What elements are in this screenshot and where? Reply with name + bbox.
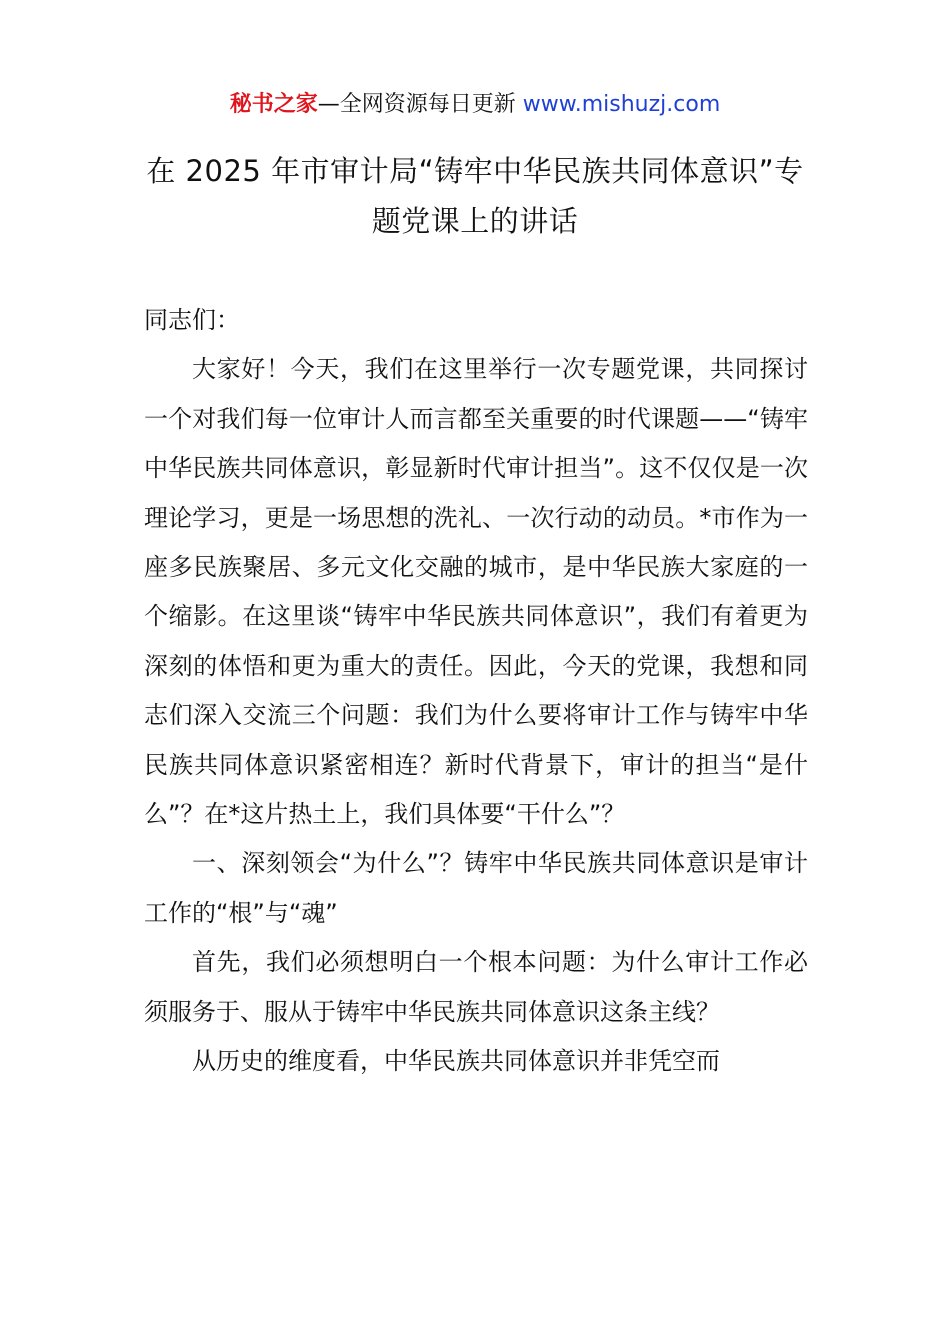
paragraph-question: 首先，我们必须想明白一个根本问题：为什么审计工作必须服务于、服从于铸牢中华民族共同体意识这条主线？ bbox=[144, 948, 808, 1026]
document-title: 在 2025 年市审计局“铸牢中华民族共同体意识”专题党课上的讲话 bbox=[146, 154, 804, 238]
paragraph-intro: 大家好！今天，我们在这里举行一次专题党课，共同探讨一个对我们每一位审计人而言都至关重要的时代课题——“铸牢中华民族共同体意识，彰显新时代审计担当”。这不仅仅是一次理论学习，更是一场思想的洗礼、一次行动的动员。*市作为一座多民族聚居、多元文化交融的城市，是中华民族大家庭的一个缩影。在这里谈“铸牢中华民族共同体意识”，我们有着更为深刻的体悟和更为重大的责任。因此，今天的党课，我想和同志们深入交流三个问题：我们为什么要将审计工作与铸牢中华民族共同体意识紧密相连？新时代背景下，审计的担当“是什么”？在*这片热土上，我们具体要“干什么”？ bbox=[144, 355, 808, 829]
salutation: 同志们： bbox=[144, 306, 240, 334]
document-body bbox=[144, 296, 808, 1087]
paragraph-history: 从历史的维度看，中华民族共同体意识并非凭空而 bbox=[192, 1047, 720, 1076]
section-heading-1: 一、深刻领会“为什么”？铸牢中华民族共同体意识是审计工作的“根”与“魂” bbox=[144, 849, 808, 927]
banner-tagline: —全网资源每日更新 bbox=[317, 92, 523, 117]
brand-name: 秘书之家 bbox=[229, 92, 318, 117]
site-banner bbox=[0, 88, 950, 122]
site-url-link[interactable]: www.mishuzj.com bbox=[522, 92, 721, 117]
